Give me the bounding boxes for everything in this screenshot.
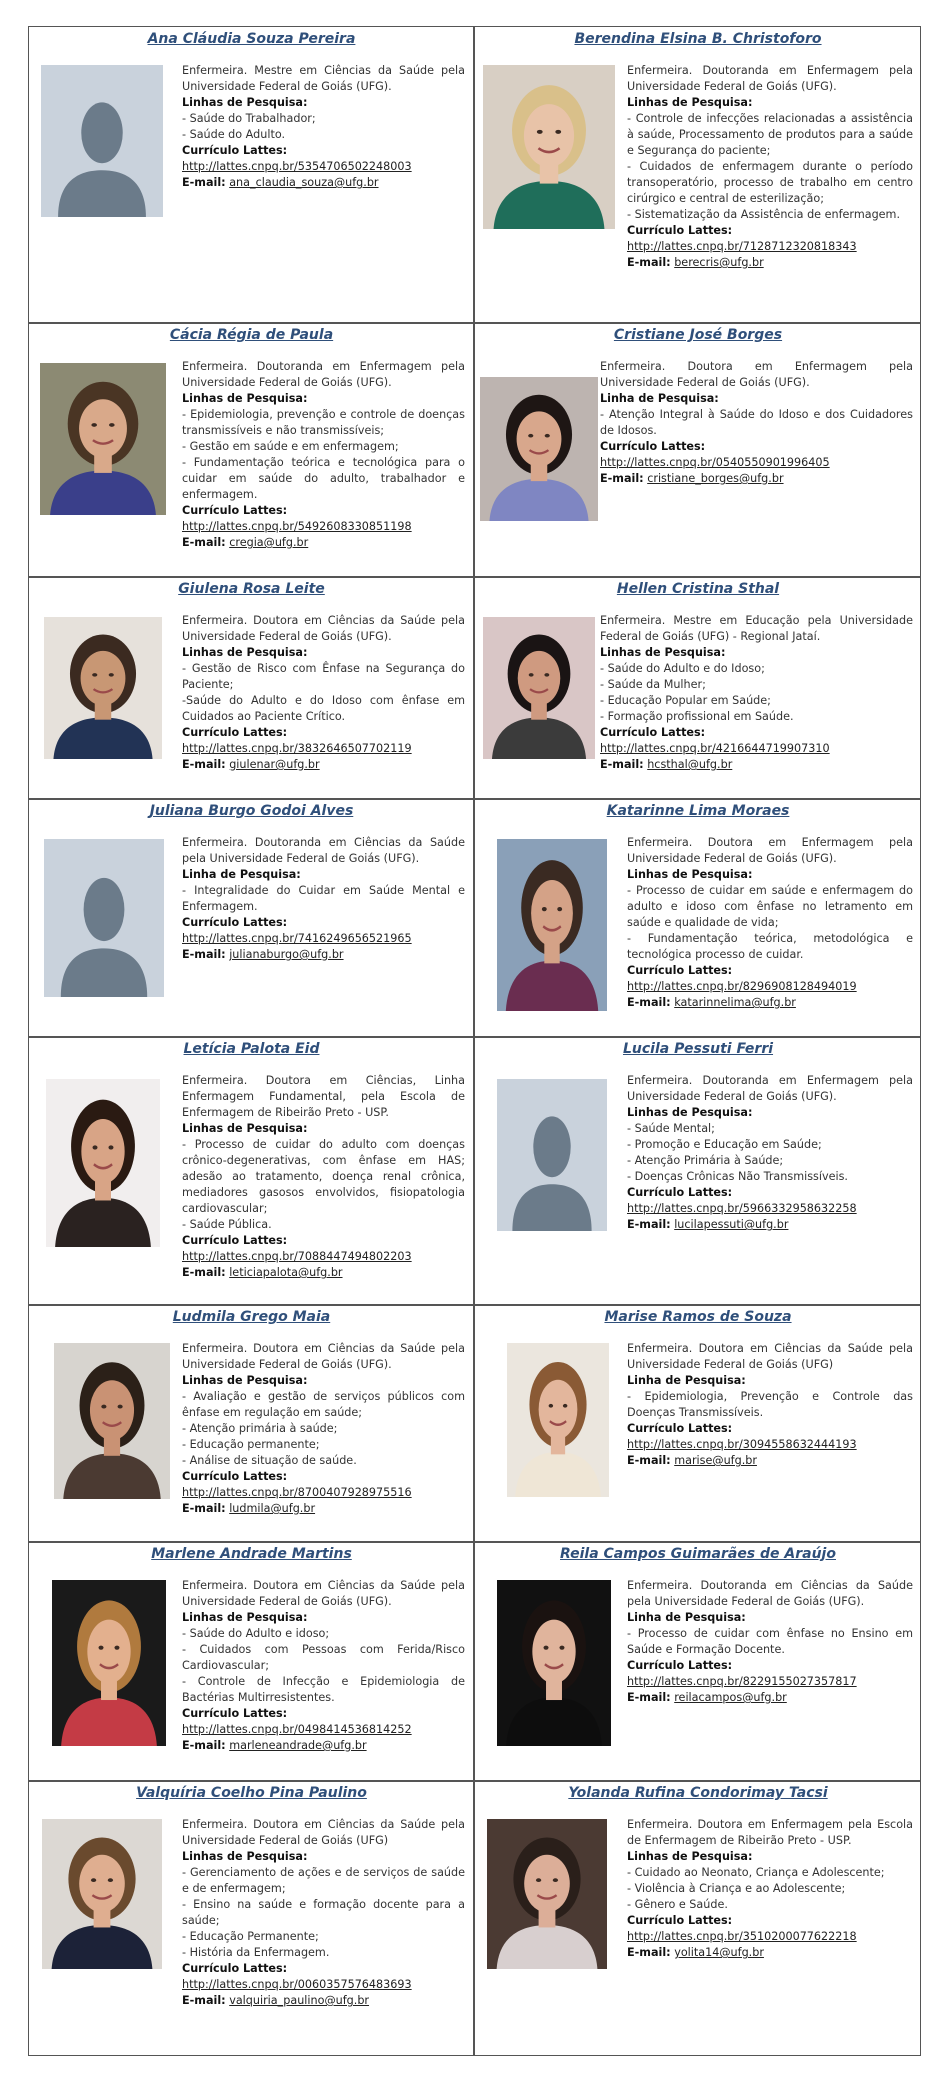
- faculty-name: Cristiane José Borges: [613, 327, 783, 343]
- research-line-item: - Atenção Primária à Saúde;: [627, 1154, 784, 1167]
- faculty-photo: [46, 1079, 160, 1247]
- lattes-label: Currículo Lattes:: [600, 726, 706, 739]
- research-line-item: - Processo de cuidar em saúde e enfermagem do adulto e idoso com ênfase no letramento em saúde e qualidade de vida;: [627, 884, 913, 929]
- lattes-label: Currículo Lattes:: [627, 1186, 733, 1199]
- email-label: E-mail:: [182, 1739, 226, 1752]
- faculty-name: Ana Cláudia Souza Pereira: [147, 31, 356, 47]
- research-lines-label: Linhas de Pesquisa:: [182, 392, 308, 405]
- faculty-info: [182, 1073, 465, 1281]
- research-line-item: - Processo de cuidar com ênfase no Ensino em Saúde e Formação Docente.: [627, 1627, 913, 1656]
- research-line-item: - Educação permanente;: [182, 1438, 320, 1451]
- lattes-link[interactable]: http://lattes.cnpq.br/8700407928975516: [182, 1486, 412, 1499]
- email-label: E-mail:: [627, 996, 671, 1009]
- research-line-item: - Violência à Criança e ao Adolescente;: [627, 1882, 846, 1895]
- faculty-photo: [483, 617, 595, 759]
- email-label: E-mail:: [627, 256, 671, 269]
- lattes-link[interactable]: http://lattes.cnpq.br/4216644719907310: [600, 742, 830, 755]
- email-row: [182, 757, 465, 773]
- research-lines-label: Linha de Pesquisa:: [627, 1374, 746, 1387]
- faculty-name: Lucila Pessuti Ferri: [622, 1041, 774, 1057]
- research-line-item: - Promoção e Educação em Saúde;: [627, 1138, 822, 1151]
- email-row: [600, 757, 913, 773]
- email-link[interactable]: marise@ufg.br: [674, 1454, 757, 1467]
- faculty-card: [475, 323, 921, 577]
- lattes-link[interactable]: http://lattes.cnpq.br/8229155027357817: [627, 1675, 857, 1688]
- faculty-name: Letícia Palota Eid: [183, 1041, 320, 1057]
- faculty-photo: [507, 1343, 609, 1497]
- lattes-label: Currículo Lattes:: [182, 1707, 288, 1720]
- faculty-info: [182, 835, 465, 963]
- lattes-label: Currículo Lattes:: [627, 224, 733, 237]
- lattes-link[interactable]: http://lattes.cnpq.br/5966332958632258: [627, 1202, 857, 1215]
- lattes-label: Currículo Lattes:: [182, 1962, 288, 1975]
- research-lines-label: Linhas de Pesquisa:: [182, 1850, 308, 1863]
- lattes-label: Currículo Lattes:: [182, 916, 288, 929]
- lattes-label: Currículo Lattes:: [627, 1422, 733, 1435]
- research-lines-label: Linhas de Pesquisa:: [627, 96, 753, 109]
- faculty-bio: Enfermeira. Doutora em Ciências, Linha Enfermagem Fundamental, pela Escola de Enfermagem de Ribeirão Preto - USP.: [182, 1074, 465, 1119]
- email-link[interactable]: ludmila@ufg.br: [229, 1502, 316, 1515]
- email-row: [182, 175, 465, 191]
- faculty-card: [30, 577, 473, 799]
- faculty-name: Ludmila Grego Maia: [172, 1309, 331, 1325]
- email-label: E-mail:: [182, 1994, 226, 2007]
- lattes-link[interactable]: http://lattes.cnpq.br/5492608330851198: [182, 520, 412, 533]
- faculty-bio: Enfermeira. Doutora em Ciências da Saúde pela Universidade Federal de Goiás (UFG).: [182, 614, 465, 643]
- email-label: E-mail:: [182, 948, 226, 961]
- lattes-link[interactable]: http://lattes.cnpq.br/7128712320818343: [627, 240, 857, 253]
- faculty-card: [30, 1542, 473, 1781]
- lattes-link[interactable]: http://lattes.cnpq.br/8296908128494019: [627, 980, 857, 993]
- research-lines-label: Linha de Pesquisa:: [600, 392, 719, 405]
- research-line-item: - Saúde Mental;: [627, 1122, 715, 1135]
- email-row: [627, 1453, 913, 1469]
- faculty-bio: Enfermeira. Doutora em Ciências da Saúde pela Universidade Federal de Goiás (UFG): [627, 1342, 913, 1371]
- faculty-name: Yolanda Rufina Condorimay Tacsi: [568, 1785, 828, 1801]
- email-row: [182, 535, 465, 551]
- email-label: E-mail:: [182, 758, 226, 771]
- faculty-card: [475, 1542, 921, 1781]
- faculty-card: [30, 27, 473, 323]
- faculty-name: Valquíria Coelho Pina Paulino: [136, 1785, 367, 1801]
- email-row: [627, 995, 913, 1011]
- faculty-info: [627, 1073, 913, 1233]
- faculty-bio: Enfermeira. Mestre em Ciências da Saúde pela Universidade Federal de Goiás (UFG).: [182, 64, 465, 93]
- research-line-item: - Integralidade do Cuidar em Saúde Mental e Enfermagem.: [182, 884, 465, 913]
- research-line-item: - Ensino na saúde e formação docente para a saúde;: [182, 1898, 465, 1927]
- research-lines-label: Linhas de Pesquisa:: [182, 646, 308, 659]
- email-label: E-mail:: [627, 1454, 671, 1467]
- research-line-item: - Controle de Infecção e Epidemiologia de Bactérias Multirresistentes.: [182, 1675, 465, 1704]
- email-link[interactable]: hcsthal@ufg.br: [647, 758, 733, 771]
- faculty-bio: Enfermeira. Doutora em Enfermagem pela Escola de Enfermagem de Ribeirão Preto - USP.: [627, 1818, 913, 1847]
- research-line-item: - Saúde da Mulher;: [600, 678, 706, 691]
- faculty-card: [30, 1037, 473, 1305]
- faculty-bio: Enfermeira. Doutoranda em Ciências da Saúde pela Universidade Federal de Goiás (UFG).: [627, 1579, 913, 1608]
- email-row: [182, 1501, 465, 1517]
- email-link[interactable]: lucilapessuti@ufg.br: [674, 1218, 789, 1231]
- lattes-label: Currículo Lattes:: [182, 1470, 288, 1483]
- email-link[interactable]: leticiapalota@ufg.br: [229, 1266, 343, 1279]
- lattes-label: Currículo Lattes:: [600, 440, 706, 453]
- faculty-photo: [497, 839, 607, 1011]
- faculty-info: [182, 613, 465, 773]
- faculty-card: [475, 577, 921, 799]
- faculty-info: [182, 359, 465, 551]
- email-row: [627, 255, 913, 271]
- email-label: E-mail:: [627, 1218, 671, 1231]
- research-line-item: - Sistematização da Assistência de enfermagem.: [627, 208, 901, 221]
- faculty-bio: Enfermeira. Mestre em Educação pela Universidade Federal de Goiás (UFG) - Regional Jataí.: [600, 614, 913, 643]
- email-link[interactable]: julianaburgo@ufg.br: [229, 948, 344, 961]
- email-row: [627, 1690, 913, 1706]
- faculty-name: Marise Ramos de Souza: [604, 1309, 792, 1325]
- lattes-label: Currículo Lattes:: [627, 964, 733, 977]
- research-lines-label: Linhas de Pesquisa:: [627, 1850, 753, 1863]
- lattes-label: Currículo Lattes:: [182, 726, 288, 739]
- research-line-item: - Gestão de Risco com Ênfase na Segurança do Paciente;: [182, 662, 465, 691]
- faculty-bio: Enfermeira. Doutora em Ciências da Saúde pela Universidade Federal de Goiás (UFG): [182, 1818, 465, 1847]
- research-lines-label: Linhas de Pesquisa:: [627, 868, 753, 881]
- faculty-info: [627, 63, 913, 271]
- lattes-link[interactable]: http://lattes.cnpq.br/3510200077622218: [627, 1930, 857, 1943]
- email-label: E-mail:: [182, 1266, 226, 1279]
- research-line-item: - Cuidados de enfermagem durante o período transoperatório, processo de trabalho em centro cirúrgico e central de esterilização;: [627, 160, 913, 205]
- email-label: E-mail:: [627, 1691, 671, 1704]
- research-lines-label: Linhas de Pesquisa:: [627, 1106, 753, 1119]
- faculty-info: [627, 1341, 913, 1469]
- faculty-bio: Enfermeira. Doutora em Ciências da Saúde pela Universidade Federal de Goiás (UFG).: [182, 1342, 465, 1371]
- lattes-link[interactable]: http://lattes.cnpq.br/5354706502248003: [182, 160, 412, 173]
- research-line-item: - Cuidados com Pessoas com Ferida/Risco Cardiovascular;: [182, 1643, 465, 1672]
- research-line-item: - Cuidado ao Neonato, Criança e Adolescente;: [627, 1866, 885, 1879]
- faculty-photo: [487, 1819, 607, 1969]
- faculty-photo: [480, 377, 598, 521]
- faculty-photo: [52, 1580, 166, 1746]
- lattes-link[interactable]: http://lattes.cnpq.br/0540550901996405: [600, 456, 830, 469]
- lattes-link[interactable]: http://lattes.cnpq.br/3094558632444193: [627, 1438, 857, 1451]
- email-row: [627, 1217, 913, 1233]
- email-link[interactable]: marleneandrade@ufg.br: [229, 1739, 367, 1752]
- research-line-item: - Epidemiologia, prevenção e controle de doenças transmissíveis e não transmissíveis;: [182, 408, 465, 437]
- faculty-card: [30, 1781, 473, 2057]
- faculty-photo: [44, 617, 162, 759]
- faculty-bio: Enfermeira. Doutoranda em Enfermagem pela Universidade Federal de Goiás (UFG).: [627, 64, 913, 93]
- email-row: [182, 1265, 465, 1281]
- faculty-photo: [54, 1343, 170, 1499]
- email-label: E-mail:: [182, 176, 226, 189]
- lattes-label: Currículo Lattes:: [182, 504, 288, 517]
- email-label: E-mail:: [600, 472, 644, 485]
- avatar-placeholder-icon: [44, 839, 164, 997]
- faculty-card: [475, 1037, 921, 1305]
- research-line-item: - Saúde do Trabalhador;: [182, 112, 316, 125]
- research-lines-label: Linhas de Pesquisa:: [182, 96, 308, 109]
- email-link[interactable]: ana_claudia_souza@ufg.br: [229, 176, 379, 189]
- lattes-link[interactable]: http://lattes.cnpq.br/3832646507702119: [182, 742, 412, 755]
- research-lines-label: Linha de Pesquisa:: [182, 868, 301, 881]
- faculty-photo: [42, 1819, 162, 1969]
- email-link[interactable]: yolita14@ufg.br: [674, 1946, 764, 1959]
- research-line-item: - Avaliação e gestão de serviços públicos com ênfase em regulação em saúde;: [182, 1390, 465, 1419]
- faculty-info: [600, 359, 913, 487]
- faculty-card: [30, 799, 473, 1037]
- research-line-item: - Controle de infecções relacionadas a assistência à saúde, Processamento de produtos para a saúde e Segurança do paciente;: [627, 112, 913, 157]
- research-lines-label: Linha de Pesquisa:: [627, 1611, 746, 1624]
- lattes-link[interactable]: http://lattes.cnpq.br/0498414536814252: [182, 1723, 412, 1736]
- research-line-item: - Saúde do Adulto e idoso;: [182, 1627, 330, 1640]
- email-row: [600, 471, 913, 487]
- faculty-name: Reila Campos Guimarães de Araújo: [560, 1546, 836, 1562]
- faculty-photo: [497, 1580, 611, 1746]
- faculty-name: Katarinne Lima Moraes: [606, 803, 790, 819]
- research-line-item: - Atenção Integral à Saúde do Idoso e dos Cuidadores de Idosos.: [600, 408, 913, 437]
- email-link[interactable]: berecris@ufg.br: [674, 256, 764, 269]
- research-line-item: - Fundamentação teórica e tecnológica para o cuidar em saúde do adulto, trabalhador e enfermagem.: [182, 456, 465, 501]
- faculty-bio: Enfermeira. Doutora em Ciências da Saúde pela Universidade Federal de Goiás (UFG).: [182, 1579, 465, 1608]
- faculty-bio: Enfermeira. Doutoranda em Ciências da Saúde pela Universidade Federal de Goiás (UFG).: [182, 836, 465, 865]
- email-label: E-mail:: [182, 1502, 226, 1515]
- faculty-card: [475, 799, 921, 1037]
- research-lines-label: Linhas de Pesquisa:: [182, 1374, 308, 1387]
- lattes-label: Currículo Lattes:: [182, 144, 288, 157]
- faculty-photo: [483, 65, 615, 229]
- lattes-link[interactable]: http://lattes.cnpq.br/7416249656521965: [182, 932, 412, 945]
- faculty-card: [475, 1305, 921, 1542]
- faculty-card: [30, 323, 473, 577]
- faculty-card: [30, 1305, 473, 1542]
- email-link[interactable]: cregia@ufg.br: [229, 536, 309, 549]
- email-label: E-mail:: [600, 758, 644, 771]
- faculty-card: [475, 27, 921, 323]
- faculty-name: Berendina Elsina B. Christoforo: [574, 31, 822, 47]
- faculty-photo: [40, 363, 166, 515]
- research-line-item: - Gerenciamento de ações e de serviços de saúde e de enfermagem;: [182, 1866, 465, 1895]
- faculty-name: Hellen Cristina Sthal: [616, 581, 780, 597]
- faculty-name: Marlene Andrade Martins: [151, 1546, 352, 1562]
- research-line-item: - Saúde do Adulto.: [182, 128, 286, 141]
- faculty-info: [182, 1817, 465, 2009]
- avatar-placeholder-icon: [497, 1079, 607, 1231]
- research-line-item: - Gestão em saúde e em enfermagem;: [182, 440, 399, 453]
- faculty-name: Cácia Régia de Paula: [169, 327, 334, 343]
- research-line-item: - Atenção primária à saúde;: [182, 1422, 338, 1435]
- faculty-info: [627, 1817, 913, 1961]
- avatar-placeholder-icon: [41, 65, 163, 217]
- lattes-label: Currículo Lattes:: [182, 1234, 288, 1247]
- research-line-item: - Doenças Crônicas Não Transmissíveis.: [627, 1170, 848, 1183]
- faculty-bio: Enfermeira. Doutoranda em Enfermagem pela Universidade Federal de Goiás (UFG).: [182, 360, 465, 389]
- lattes-label: Currículo Lattes:: [627, 1659, 733, 1672]
- faculty-bio: Enfermeira. Doutoranda em Enfermagem pela Universidade Federal de Goiás (UFG).: [627, 1074, 913, 1103]
- email-link[interactable]: katarinnelima@ufg.br: [674, 996, 796, 1009]
- research-line-item: - Análise de situação de saúde.: [182, 1454, 357, 1467]
- email-row: [182, 1993, 465, 2009]
- faculty-info: [627, 835, 913, 1011]
- faculty-info: [182, 1578, 465, 1754]
- faculty-bio: Enfermeira. Doutora em Enfermagem pela Universidade Federal de Goiás (UFG).: [600, 360, 913, 389]
- faculty-name: Giulena Rosa Leite: [178, 581, 325, 597]
- email-link[interactable]: reilacampos@ufg.br: [674, 1691, 787, 1704]
- faculty-directory-table: [28, 26, 921, 2056]
- faculty-bio: Enfermeira. Doutora em Enfermagem pela Universidade Federal de Goiás (UFG).: [627, 836, 913, 865]
- email-row: [182, 1738, 465, 1754]
- faculty-info: [182, 1341, 465, 1517]
- research-line-item: - Educação Permanente;: [182, 1930, 319, 1943]
- research-line-item: - Formação profissional em Saúde.: [600, 710, 794, 723]
- faculty-info: [182, 63, 465, 191]
- faculty-info: [600, 613, 913, 773]
- faculty-info: [627, 1578, 913, 1706]
- research-lines-label: Linhas de Pesquisa:: [600, 646, 726, 659]
- faculty-name: Juliana Burgo Godoi Alves: [149, 803, 354, 819]
- email-row: [627, 1945, 913, 1961]
- email-link[interactable]: valquiria_paulino@ufg.br: [229, 1994, 370, 2007]
- email-label: E-mail:: [627, 1946, 671, 1959]
- research-lines-label: Linhas de Pesquisa:: [182, 1611, 308, 1624]
- research-line-item: - História da Enfermagem.: [182, 1946, 330, 1959]
- research-line-item: - Saúde Pública.: [182, 1218, 272, 1231]
- email-row: [182, 947, 465, 963]
- research-lines-label: Linhas de Pesquisa:: [182, 1122, 308, 1135]
- research-line-item: - Epidemiologia, Prevenção e Controle das Doenças Transmissíveis.: [627, 1390, 913, 1419]
- email-label: E-mail:: [182, 536, 226, 549]
- email-link[interactable]: cristiane_borges@ufg.br: [647, 472, 784, 485]
- lattes-link[interactable]: http://lattes.cnpq.br/0060357576483693: [182, 1978, 412, 1991]
- research-line-item: - Gênero e Saúde.: [627, 1898, 728, 1911]
- faculty-card: [475, 1781, 921, 2057]
- research-line-item: - Processo de cuidar do adulto com doenças crônico-degenerativas, com ênfase em HAS; adesão ao tratamento, doença renal crônica, mediadores gasosos envolvidos, fisiopatologia cardiovascular;: [182, 1138, 465, 1215]
- lattes-label: Currículo Lattes:: [627, 1914, 733, 1927]
- research-line-item: - Fundamentação teórica, metodológica e tecnológica processo de cuidar.: [627, 932, 913, 961]
- email-link[interactable]: giulenar@ufg.br: [229, 758, 320, 771]
- research-line-item: -Saúde do Adulto e do Idoso com ênfase em Cuidados ao Paciente Crítico.: [182, 694, 465, 723]
- research-line-item: - Educação Popular em Saúde;: [600, 694, 771, 707]
- research-line-item: - Saúde do Adulto e do Idoso;: [600, 662, 765, 675]
- lattes-link[interactable]: http://lattes.cnpq.br/7088447494802203: [182, 1250, 412, 1263]
